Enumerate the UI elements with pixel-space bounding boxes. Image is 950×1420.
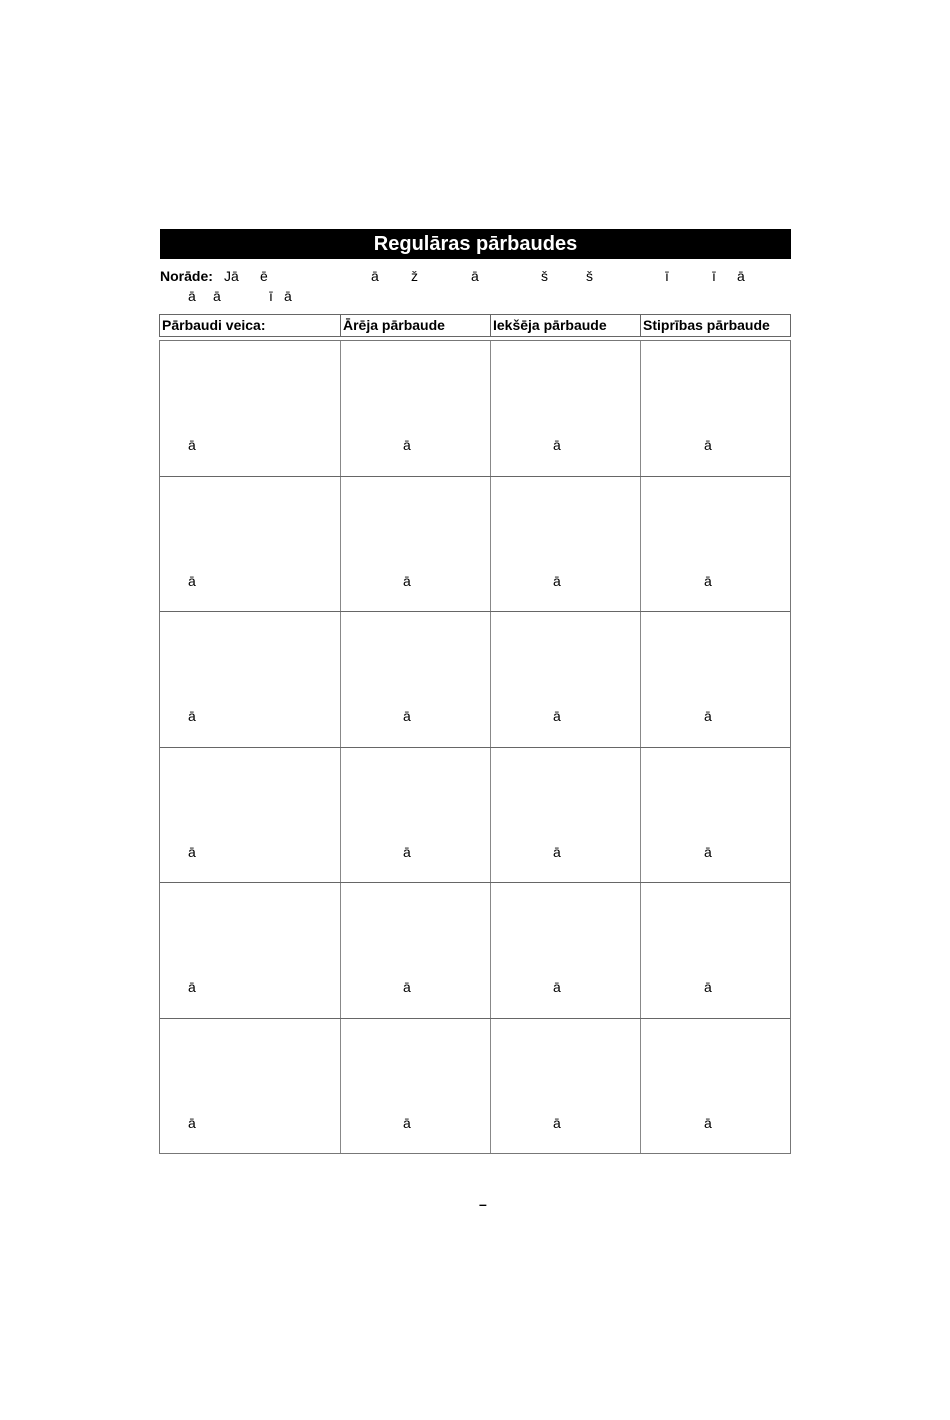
page-number: – <box>479 1196 487 1212</box>
page-title: Regulāras pārbaudes <box>160 229 791 259</box>
note-glyph: š <box>586 268 593 284</box>
table-cell: ā <box>403 844 411 860</box>
header-strength-test: Stiprības pārbaude <box>643 317 770 333</box>
note-glyph: ž <box>411 268 418 284</box>
table-cell: ā <box>553 708 561 724</box>
note-glyph: ē <box>260 268 268 284</box>
table-cell: ā <box>188 1115 196 1131</box>
table-cell: ā <box>553 979 561 995</box>
table-cell: ā <box>403 1115 411 1131</box>
table-cell: ā <box>704 437 712 453</box>
header-internal-inspection: Iekšēja pārbaude <box>491 315 641 336</box>
note-glyph: Jā <box>224 268 239 284</box>
row-divider <box>160 747 790 748</box>
table-cell: ā <box>704 573 712 589</box>
table-cell: ā <box>553 437 561 453</box>
row-divider <box>160 882 790 883</box>
table-cell: ā <box>403 708 411 724</box>
table-cell: ā <box>704 708 712 724</box>
table-cell: ā <box>403 979 411 995</box>
table-cell: ā <box>553 573 561 589</box>
table-cell: ā <box>188 979 196 995</box>
note-glyph: ā <box>471 268 479 284</box>
note-glyph: ā <box>284 288 292 304</box>
table-cell: ā <box>188 437 196 453</box>
note <box>160 268 791 308</box>
row-divider <box>160 1018 790 1019</box>
table-cell: ā <box>704 979 712 995</box>
header-external-inspection: Ārēja pārbaude <box>341 315 491 336</box>
note-glyph: ā <box>371 268 379 284</box>
table-cell: ā <box>188 844 196 860</box>
note-glyph: ī <box>712 268 716 284</box>
table-cell: ā <box>553 844 561 860</box>
note-glyph: ā <box>188 288 196 304</box>
note-glyph: ī <box>269 288 273 304</box>
note-label: Norāde: <box>160 268 213 284</box>
note-glyph: ī <box>665 268 669 284</box>
table-header <box>159 314 791 337</box>
table-cell: ā <box>553 1115 561 1131</box>
table-cell: ā <box>704 1115 712 1131</box>
table-cell: ā <box>403 437 411 453</box>
table-cell: ā <box>188 573 196 589</box>
note-glyph: š <box>541 268 548 284</box>
table-cell: ā <box>704 844 712 860</box>
inspection-table <box>159 340 791 1154</box>
header-inspected-by: Pārbaudi veica: <box>160 315 341 336</box>
row-divider <box>160 476 790 477</box>
row-divider <box>160 611 790 612</box>
table-cell: ā <box>188 708 196 724</box>
table-cell: ā <box>403 573 411 589</box>
note-glyph: ā <box>737 268 745 284</box>
note-glyph: ā <box>213 288 221 304</box>
